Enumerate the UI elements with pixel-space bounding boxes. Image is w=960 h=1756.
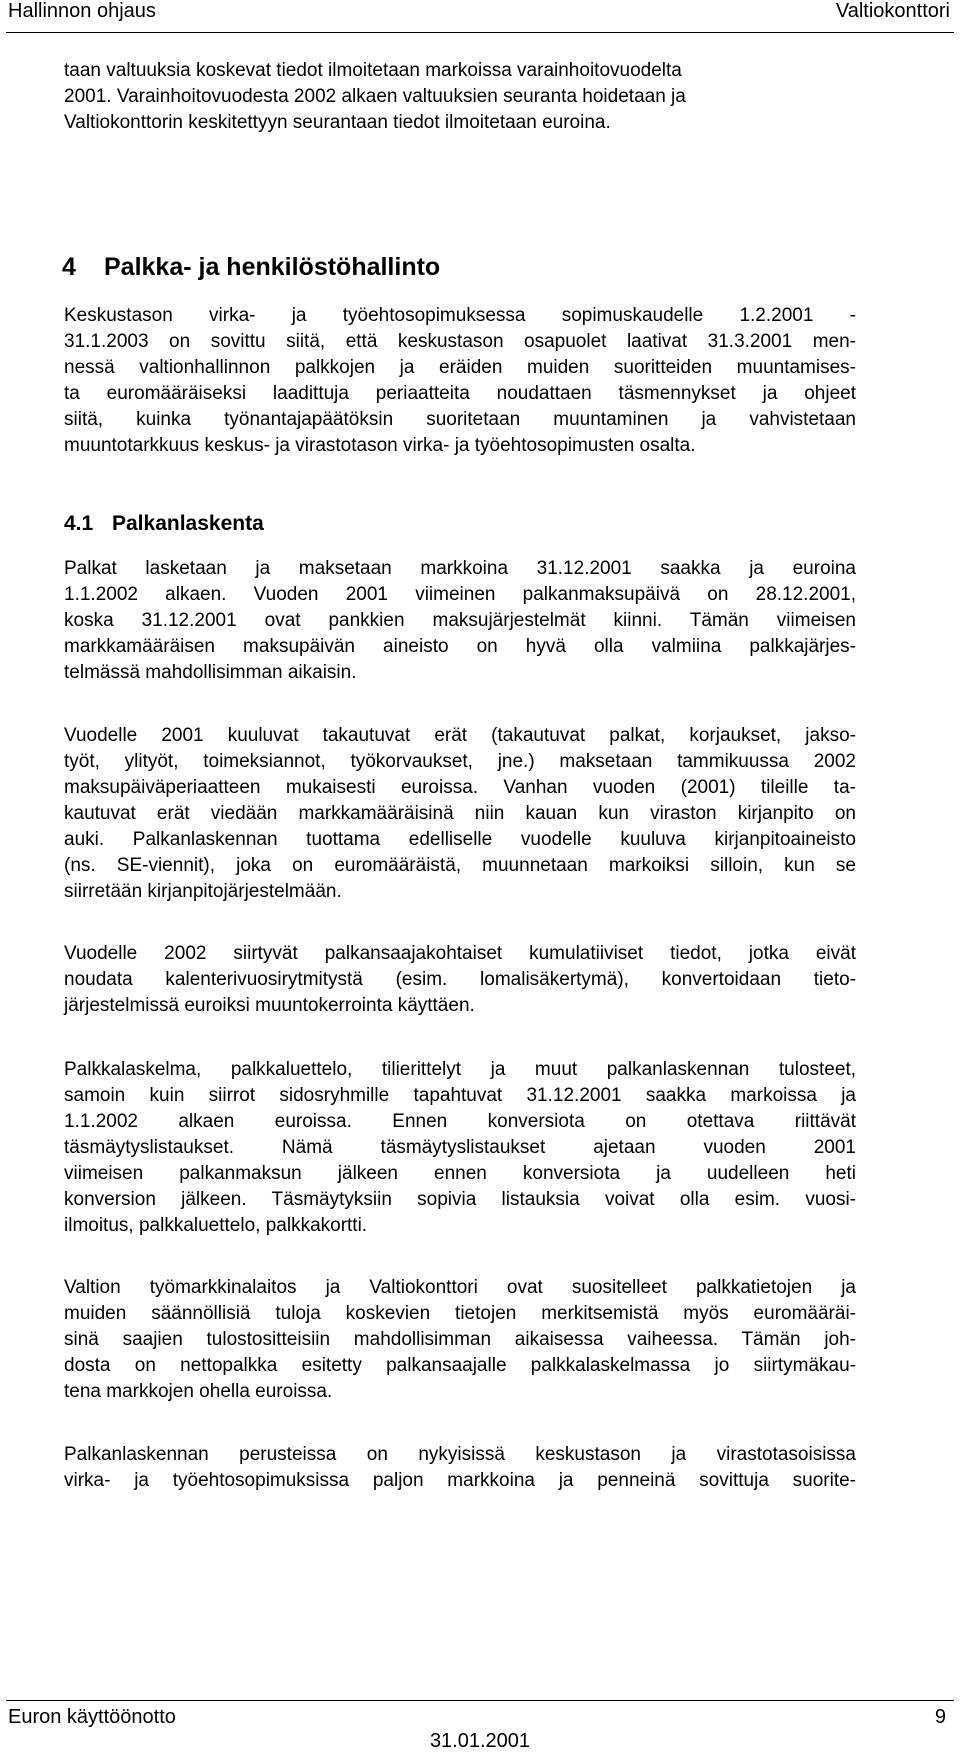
subsection-heading xyxy=(64,512,264,536)
text-line: ilmoitus, palkkaluettelo, palkkakortti. xyxy=(64,1215,368,1236)
text-line: (ns. SE-viennit), joka on euromääräistä, muunnetaan markoiksi silloin, kun se xyxy=(64,855,856,876)
text-line: ta euromääräiseksi laadittuja periaatteita noudattaen täsmennykset ja ohjeet xyxy=(64,383,856,404)
text-line: Valtiokonttorin keskitettyyn seurantaan tiedot ilmoitetaan euroina. xyxy=(64,112,611,133)
text-line: dosta on nettopalkka esitetty palkansaajalle palkkalaskelmassa jo siirtymäkau- xyxy=(64,1355,856,1376)
text-line: Vuodelle 2001 kuuluvat takautuvat erät (takautuvat palkat, korjaukset, jakso- xyxy=(64,725,856,746)
text-line: Valtion työmarkkinalaitos ja Valtiokonttori ovat suositelleet palkkatietojen ja xyxy=(64,1277,856,1298)
paragraph xyxy=(64,941,856,1019)
page-number: 9 xyxy=(934,1706,946,1728)
text-line: sinä saajien tulostositteisiin mahdollisimman aikaisessa vaiheessa. Tämän joh- xyxy=(64,1329,856,1350)
text-line: viimeisen palkanmaksun jälkeen ennen konversiota ja uudelleen heti xyxy=(64,1163,856,1184)
paragraph xyxy=(64,1275,856,1405)
text-line: siirretään kirjanpitojärjestelmään. xyxy=(64,881,342,902)
footer-date: 31.01.2001 xyxy=(429,1730,531,1752)
subsection-number: 4.1 xyxy=(64,512,94,535)
text-line: taan valtuuksia koskevat tiedot ilmoitetaan markoissa varainhoitovuodelta xyxy=(64,60,682,81)
paragraph xyxy=(64,1442,856,1494)
text-line: 31.1.2003 on sovittu siitä, että keskustason osapuolet laativat 31.3.2001 men- xyxy=(64,331,856,352)
text-line: Palkkalaskelma, palkkaluettelo, tilierittelyt ja muut palkanlaskennan tulosteet, xyxy=(64,1059,856,1080)
header-divider xyxy=(6,32,954,33)
text-line: virka- ja työehtosopimuksissa paljon markkoina ja penneinä sovittuja suorite- xyxy=(64,1470,856,1491)
subsection-title: Palkanlaskenta xyxy=(112,512,264,535)
text-line: nessä valtionhallinnon palkkojen ja eräiden muiden suoritteiden muuntamises- xyxy=(64,357,856,378)
section-number: 4 xyxy=(62,253,76,281)
paragraph xyxy=(64,723,856,905)
text-line: muiden säännöllisiä tuloja koskevien tietojen merkitsemistä myös euromääräi- xyxy=(64,1303,856,1324)
text-line: 2001. Varainhoitovuodesta 2002 alkaen valtuuksien seuranta hoidetaan ja xyxy=(64,86,686,107)
header-right: Valtiokonttori xyxy=(835,0,950,22)
intro-paragraph xyxy=(64,58,856,136)
text-line: Vuodelle 2002 siirtyvät palkansaajakohtaiset kumulatiiviset tiedot, jotka eivät xyxy=(64,943,856,964)
text-line: 1.1.2002 alkaen. Vuoden 2001 viimeinen palkanmaksupäivä on 28.12.2001, xyxy=(64,584,856,605)
section-title: Palkka- ja henkilöstöhallinto xyxy=(104,253,441,281)
text-line: tena markkojen ohella euroissa. xyxy=(64,1381,333,1402)
text-line: siitä, kuinka työnantajapäätöksin suoritetaan muuntaminen ja vahvistetaan xyxy=(64,409,856,430)
paragraph xyxy=(64,556,856,686)
footer-left: Euron käyttöönotto xyxy=(8,1706,176,1728)
text-line: työt, ylityöt, toimeksiannot, työkorvaukset, jne.) maksetaan tammikuussa 2002 xyxy=(64,751,856,772)
page-header xyxy=(0,0,960,28)
text-line: maksupäiväperiaatteen mukaisesti euroissa. Vanhan vuoden (2001) tileille ta- xyxy=(64,777,856,798)
text-line: 1.1.2002 alkaen euroissa. Ennen konversiota on otettava riittävät xyxy=(64,1111,856,1132)
section4-paragraph xyxy=(64,303,856,459)
paragraph xyxy=(64,1057,856,1239)
header-left: Hallinnon ohjaus xyxy=(8,0,156,22)
text-line: Palkat lasketaan ja maksetaan markkoina 31.12.2001 saakka ja euroina xyxy=(64,558,856,579)
text-line: Keskustason virka- ja työehtosopimuksessa sopimuskaudelle 1.2.2001 - xyxy=(64,305,856,326)
footer-divider xyxy=(6,1700,954,1701)
text-line: auki. Palkanlaskennan tuottama edelliselle vuodelle kuuluva kirjanpitoaineisto xyxy=(64,829,856,850)
text-line: koska 31.12.2001 ovat pankkien maksujärjestelmät kiinni. Tämän viimeisen xyxy=(64,610,856,631)
text-line: samoin kuin siirrot sidosryhmille tapahtuvat 31.12.2001 saakka markoissa ja xyxy=(64,1085,856,1106)
text-line: Palkanlaskennan perusteissa on nykyisissä keskustason ja virastotasoisissa xyxy=(64,1444,856,1465)
section-heading xyxy=(62,253,440,282)
text-line: muuntotarkkuus keskus- ja virastotason virka- ja työehtosopimusten osalta. xyxy=(64,435,696,456)
text-line: telmässä mahdollisimman aikaisin. xyxy=(64,662,357,683)
text-line: noudata kalenterivuosirytmitystä (esim. lomalisäkertymä), konvertoidaan tieto- xyxy=(64,969,856,990)
text-line: täsmäytyslistaukset. Nämä täsmäytyslistaukset ajetaan vuoden 2001 xyxy=(64,1137,856,1158)
text-line: markkamääräisen maksupäivän aineisto on hyvä olla valmiina palkkajärjes- xyxy=(64,636,856,657)
text-line: konversion jälkeen. Täsmäytyksiin sopivia listauksia voivat olla esim. vuosi- xyxy=(64,1189,856,1210)
text-line: järjestelmissä euroiksi muuntokerrointa käyttäen. xyxy=(64,995,475,1016)
text-line: kautuvat erät viedään markkamääräisinä niin kauan kun viraston kirjanpito on xyxy=(64,803,856,824)
